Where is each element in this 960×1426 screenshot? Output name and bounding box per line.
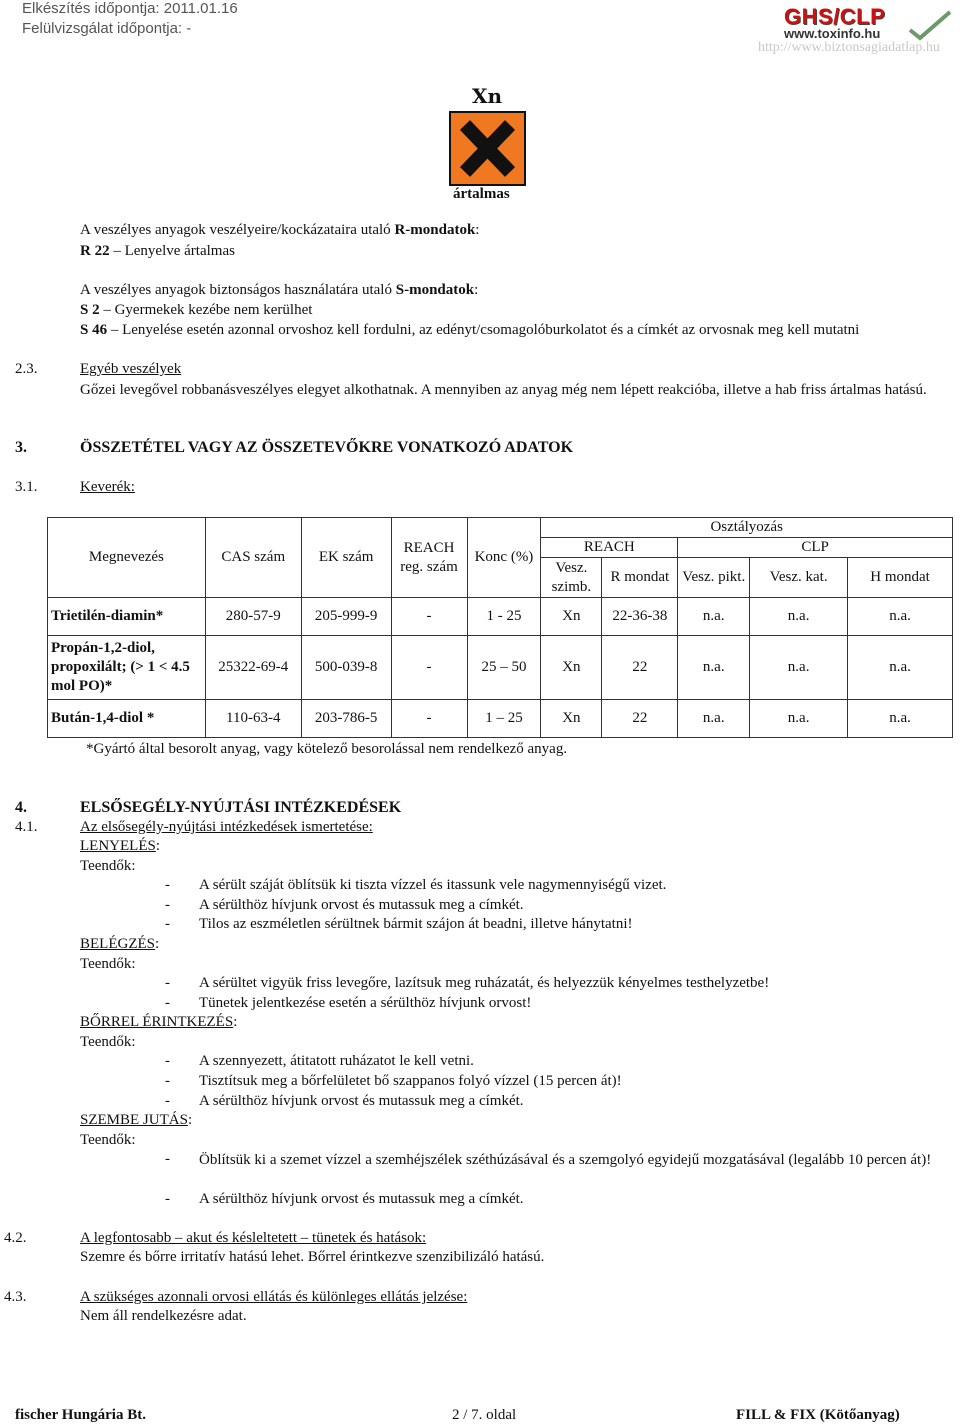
footer-product: FILL & FIX (Kötőanyag) bbox=[736, 1407, 900, 1423]
cell-konc: 1 – 25 bbox=[467, 700, 541, 738]
section-number: 2.3. bbox=[15, 361, 38, 377]
cell-r: 22 bbox=[602, 700, 678, 738]
table-row bbox=[48, 700, 953, 738]
cell-symbol: Xn bbox=[541, 598, 602, 636]
cell-pikt: n.a. bbox=[678, 700, 750, 738]
hazard-caption: ártalmas bbox=[453, 186, 510, 202]
section-title: Egyéb veszélyek bbox=[80, 361, 182, 377]
section-title: Az elsősegély-nyújtási intézkedések ismertetése: bbox=[80, 819, 373, 835]
cell-symbol: Xn bbox=[541, 636, 602, 700]
composition-table bbox=[47, 517, 953, 738]
section-title: ÖSSZETÉTEL VAGY AZ ÖSSZETEVŐKRE VONATKOZÓ ADATOK bbox=[80, 439, 574, 456]
cell-kat: n.a. bbox=[750, 598, 848, 636]
cell-h: n.a. bbox=[848, 700, 953, 738]
created-date: Elkészítés időpontja: 2011.01.16 bbox=[22, 0, 238, 17]
logo-url: www.toxinfo.hu bbox=[784, 26, 881, 41]
section-title: ELSŐSEGÉLY-NYÚJTÁSI INTÉZKEDÉSEK bbox=[80, 799, 402, 816]
cell-h: n.a. bbox=[848, 636, 953, 700]
group-title: BŐRREL ÉRINTKEZÉS: bbox=[80, 1014, 238, 1030]
col-header-ek: EK szám bbox=[301, 518, 391, 598]
todo-label: Teendők: bbox=[80, 1034, 136, 1050]
cell-kat: n.a. bbox=[750, 636, 848, 700]
col-header-classification: Osztályozás bbox=[541, 518, 953, 538]
section-title: A legfontosabb – akut és késleltetett – tünetek és hatások: bbox=[80, 1230, 427, 1246]
col-header-vesz-kat: Vesz. kat. bbox=[750, 558, 848, 598]
cell-h: n.a. bbox=[848, 598, 953, 636]
cell-r: 22 bbox=[602, 636, 678, 700]
cell-reach-reg: - bbox=[391, 598, 467, 636]
footer-company: fischer Hungária Bt. bbox=[15, 1407, 146, 1423]
section-title: Keverék: bbox=[80, 479, 135, 495]
review-date: Felülvizsgálat időpontja: - bbox=[22, 20, 192, 37]
group-title: SZEMBE JUTÁS: bbox=[80, 1112, 193, 1128]
cell-ek: 500-039-8 bbox=[301, 636, 391, 700]
section-number: 4.3. bbox=[4, 1289, 27, 1305]
s-phrase-item: S 2 – Gyermekek kezébe nem kerülhet bbox=[80, 302, 313, 318]
section-number: 3.1. bbox=[15, 479, 38, 495]
col-header-konc: Konc (%) bbox=[467, 518, 541, 598]
col-header-h-mondat: H mondat bbox=[848, 558, 953, 598]
ghs-clp-logo: GHS/CLP bbox=[784, 4, 886, 29]
cell-konc: 1 - 25 bbox=[467, 598, 541, 636]
col-header-clp: CLP bbox=[678, 538, 953, 558]
section-text: Szemre és bőrre irritatív hatású lehet. Bőrrel érintkezve szenzibilizáló hatású. bbox=[80, 1249, 545, 1265]
cell-ek: 205-999-9 bbox=[301, 598, 391, 636]
table-footnote: *Gyártó által besorolt anyag, vagy kötelező besorolással nem rendelkező anyag. bbox=[86, 741, 568, 757]
cell-cas: 280-57-9 bbox=[205, 598, 301, 636]
cell-name: Trietilén-diamin* bbox=[48, 598, 206, 636]
section-text: Gőzei levegővel robbanásveszélyes elegyet alkothatnak. A mennyiben az anyag még nem lépett reakcióba, illetve a hab friss ártalmas hatású. bbox=[80, 382, 927, 398]
cell-kat: n.a. bbox=[750, 700, 848, 738]
todo-label: Teendők: bbox=[80, 956, 136, 972]
s-phrases-intro: A veszélyes anyagok biztonságos használatára utaló S-mondatok: bbox=[80, 282, 479, 298]
col-header-vesz-pikt: Vesz. pikt. bbox=[678, 558, 750, 598]
cell-pikt: n.a. bbox=[678, 598, 750, 636]
cell-cas: 25322-69-4 bbox=[205, 636, 301, 700]
table-row bbox=[48, 598, 953, 636]
checkmark-icon bbox=[906, 8, 952, 42]
group-title: BELÉGZÉS: bbox=[80, 936, 160, 952]
cell-pikt: n.a. bbox=[678, 636, 750, 700]
cell-symbol: Xn bbox=[541, 700, 602, 738]
cell-cas: 110-63-4 bbox=[205, 700, 301, 738]
col-header-name: Megnevezés bbox=[48, 518, 206, 598]
table-row bbox=[48, 636, 953, 700]
col-header-vesz-szimb: Vesz. szimb. bbox=[541, 558, 602, 598]
hazard-pictogram-icon bbox=[449, 111, 526, 186]
section-number: 4.2. bbox=[4, 1230, 27, 1246]
cell-konc: 25 – 50 bbox=[467, 636, 541, 700]
s-phrase-item: S 46 – Lenyelése esetén azonnal orvoshoz kell fordulni, az edényt/csomagolóburkolatot és a címkét az orvosnak meg kell mutatni bbox=[80, 322, 860, 338]
section-number: 4. bbox=[15, 799, 27, 816]
col-header-r-mondat: R mondat bbox=[602, 558, 678, 598]
r-phrase-item: R 22 – Lenyelve ártalmas bbox=[80, 243, 235, 259]
section-number: 3. bbox=[15, 439, 27, 456]
cell-reach-reg: - bbox=[391, 700, 467, 738]
cell-name: Bután-1,4-diol * bbox=[48, 700, 206, 738]
r-phrases-intro: A veszélyes anyagok veszélyeire/kockázataira utaló R-mondatok: bbox=[80, 222, 480, 238]
group-title: LENYELÉS: bbox=[80, 838, 160, 854]
section-title: A szükséges azonnali orvosi ellátás és különleges ellátás jelzése: bbox=[80, 1289, 468, 1305]
cell-name: Propán-1,2-diol, propoxilált; (> 1 < 4.5 mol PO)* bbox=[48, 636, 206, 700]
footer-page: 2 / 7. oldal bbox=[452, 1407, 517, 1423]
cell-r: 22-36-38 bbox=[602, 598, 678, 636]
hazard-code: Xn bbox=[472, 84, 503, 108]
col-header-reach: REACH bbox=[541, 538, 678, 558]
cell-reach-reg: - bbox=[391, 636, 467, 700]
cell-ek: 203-786-5 bbox=[301, 700, 391, 738]
todo-label: Teendők: bbox=[80, 1132, 136, 1148]
col-header-cas: CAS szám bbox=[205, 518, 301, 598]
section-text: Nem áll rendelkezésre adat. bbox=[80, 1308, 247, 1324]
todo-label: Teendők: bbox=[80, 858, 136, 874]
site-link[interactable]: http://www.biztonsagiadatlap.hu bbox=[758, 40, 940, 55]
section-number: 4.1. bbox=[15, 819, 38, 835]
col-header-reach-reg: REACH reg. szám bbox=[391, 518, 467, 598]
